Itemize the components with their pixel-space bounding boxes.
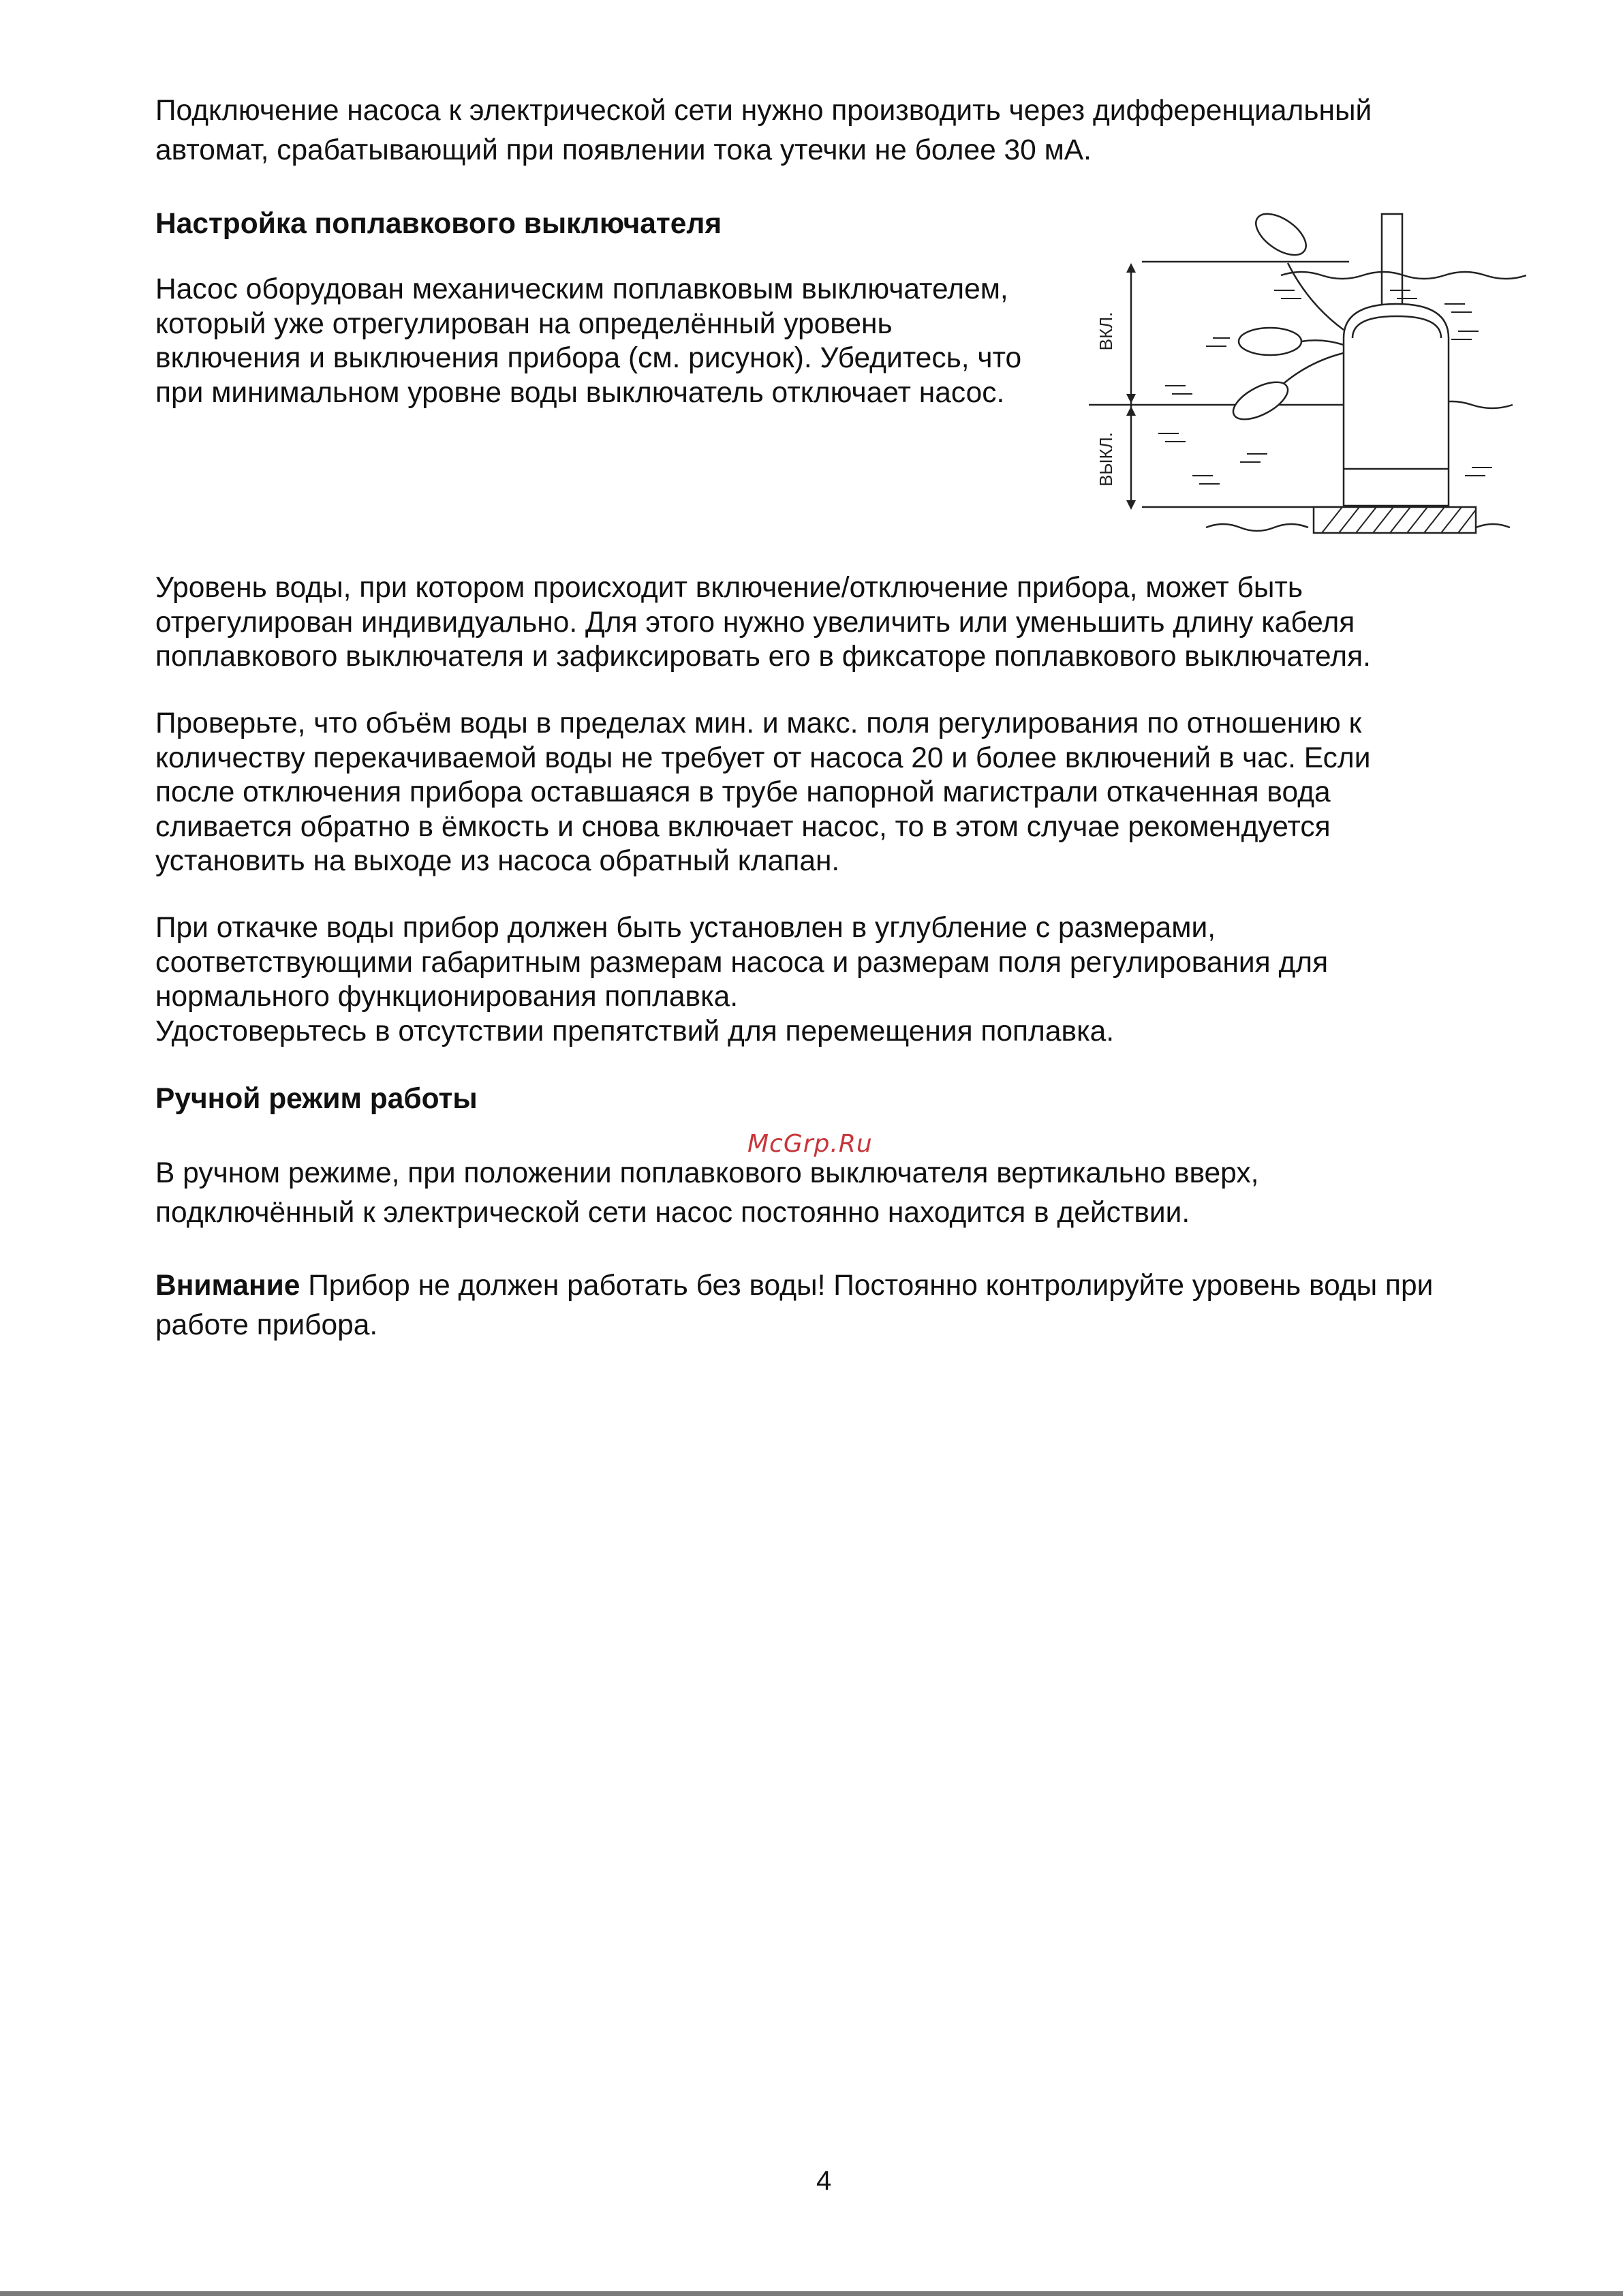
text-line: Удостоверьтесь в отсутствии препятствий для перемещения поплавка. [155,1015,1115,1047]
warning-text: Прибор не должен работать без воды! Постоянно контролируйте уровень воды при [300,1270,1434,1302]
level-adjust-paragraph [155,571,1525,675]
label-off: ВЫКЛ. [1096,432,1116,487]
arrow-head-icon [1126,394,1136,403]
text-line: Уровень воды, при котором происходит включение/отключение прибора, может быть [155,572,1303,604]
warning-paragraph [155,1266,1525,1345]
manual-mode-paragraph [155,1154,1525,1233]
text-line: после отключения прибора оставшаяся в трубе напорной магистрали откаченная вода [155,776,1331,808]
float-switch-paragraph [155,273,1068,410]
text-line: Проверьте, что объём воды в пределах мин. и макс. поля регулирования по отношению к [155,707,1362,739]
text-line: количеству перекачиваемой воды не требует от насоса 20 и более включений в час. Если [155,741,1371,774]
float-middle-icon [1239,328,1301,355]
text-line: включения и выключения прибора (см. рисунок). Убедитесь, что [155,342,1022,374]
pit-paragraph [155,911,1525,1049]
text-line: При откачке воды прибор должен быть установлен в углубление с размерами, [155,912,1216,944]
text-line: Подключение насоса к электрической сети нужно производить через дифференциальный [155,95,1372,127]
label-on: ВКЛ. [1096,311,1116,351]
float-cable-lower [1281,353,1344,386]
warning-label: Внимание [155,1270,300,1302]
arrow-head-icon [1126,500,1136,510]
text-line: отрегулирован индивидуально. Для этого нужно увеличить или уменьшить длину кабеля [155,606,1355,639]
text-line: автомат, срабатывающий при появлении тока утечки не более 30 мА. [155,134,1092,166]
arrow-head-icon [1126,263,1136,273]
section-heading-float-switch: Настройка поплавкового выключателя [155,208,722,240]
text-line: работе прибора. [155,1309,378,1341]
text-line: при минимальном уровне воды выключатель отключает насос. [155,376,1005,409]
section-heading-manual-mode: Ручной режим работы [155,1083,478,1115]
arrow-head-icon [1126,406,1136,416]
text-line: нормального функционирования поплавка. [155,981,739,1013]
text-line [155,1266,1525,1306]
float-upper-icon [1249,206,1313,263]
watermark: McGrp.Ru [747,1130,873,1158]
text-line: сливается обратно в ёмкость и снова включает насос, то в этом случае рекомендуется [155,810,1331,843]
float-cable-middle [1301,340,1344,345]
bottom-divider [0,2291,1623,2296]
intro-paragraph [155,91,1525,170]
text-line: который уже отрегулирован на определённый уровень [155,307,893,340]
text-line: установить на выходе из насоса обратный клапан. [155,845,840,877]
float-switch-diagram [1077,202,1526,542]
text-line: поплавкового выключателя и зафиксировать его в фиксаторе поплавкового выключателя. [155,641,1371,673]
volume-check-paragraph [155,707,1525,879]
text-line: Насос оборудован механическим поплавковым выключателем, [155,273,1008,305]
page-number: 4 [816,2166,832,2196]
water-surface-wave [1281,272,1526,279]
text-line: В ручном режиме, при положении поплавкового выключателя вертикально вверх, [155,1157,1259,1189]
text-line: подключённый к электрической сети насос постоянно находится в действии. [155,1197,1190,1229]
pump-body [1344,304,1449,506]
text-line: соответствующими габаритным размерам насоса и размерам поля регулирования для [155,946,1329,979]
